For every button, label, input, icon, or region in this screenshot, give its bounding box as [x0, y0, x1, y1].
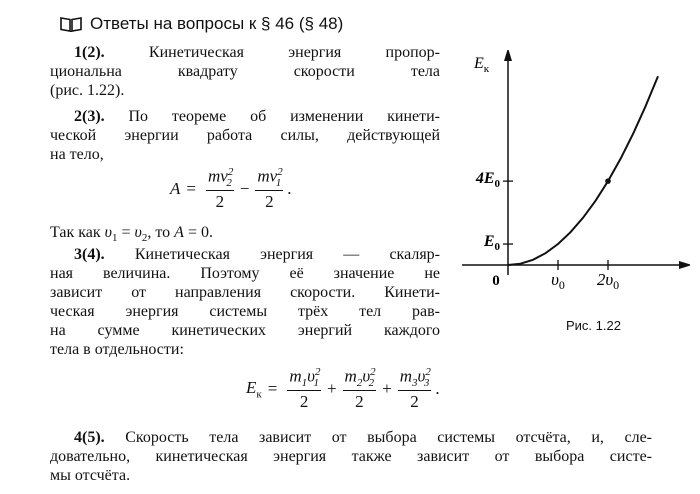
fraction-1-power: 2 — [227, 166, 234, 178]
curve-marker-point — [605, 178, 611, 184]
ef1-msub: 1 — [301, 377, 308, 390]
energy-fraction-2 — [343, 366, 377, 412]
answer-2-eq: = — [121, 224, 131, 241]
answer-4-text-1: Скорость тела зависит от выбора системы отсчёта, и, сле- — [125, 429, 652, 446]
x-tick-label-1: $2\upsilon_0$ — [596, 270, 620, 292]
energy-period: . — [435, 379, 440, 399]
energy-sum-formula — [246, 366, 440, 412]
answer-2-so: Так как — [50, 224, 101, 241]
ef2-m: m — [344, 366, 357, 386]
answer-2-v1-sub: 1 — [112, 232, 118, 245]
fraction-1-denominator: 2 — [215, 192, 225, 212]
ef1-m: m — [289, 366, 302, 386]
y-tick-label-1: $4E_0$ — [475, 170, 500, 191]
answer-2-line-1 — [50, 107, 440, 126]
energy-fraction-3 — [398, 366, 432, 412]
energy-fraction-1-denominator: 2 — [299, 392, 309, 412]
ef1-pow: 2 — [314, 366, 321, 378]
answer-2-v2: υ — [134, 224, 142, 241]
answer-4-line-3: мы отсчёта. — [50, 467, 131, 484]
formula-minus: − — [239, 179, 250, 199]
energy-fraction-3-numerator — [398, 366, 432, 391]
energy-fraction-3-denominator: 2 — [410, 392, 419, 412]
energy-equals: = — [267, 379, 278, 399]
answer-1-line-3: (рис. 1.22). — [50, 82, 125, 99]
ef3-m: m — [399, 366, 412, 386]
answer-3-line-1 — [50, 245, 440, 264]
energy-lhs-E: E — [246, 377, 257, 397]
energy-lhs — [246, 378, 262, 400]
ef2-pow: 2 — [370, 366, 376, 378]
answer-3-line-3: зависит от направления скорости. Кинети- — [50, 284, 440, 301]
fraction-2-denominator: 2 — [265, 192, 274, 212]
open-book-icon — [60, 16, 82, 32]
energy-fraction-1-numerator — [287, 366, 321, 391]
answer-4-number: 4(5). — [74, 429, 105, 446]
answer-1-line-1 — [50, 43, 440, 62]
formula-lhs: A — [170, 179, 181, 199]
energy-lhs-sub: к — [256, 388, 262, 401]
fraction-2-sub: 1 — [275, 177, 282, 190]
energy-plus-2: + — [382, 379, 392, 399]
heading-text: Ответы на вопросы к § 46 (§ 48) — [90, 14, 344, 33]
formula-period: . — [287, 179, 292, 199]
ef1-vsub: 1 — [313, 377, 319, 390]
answer-4-line-1 — [50, 428, 652, 447]
answer-2 — [50, 107, 440, 164]
y-tick-label-0: $E_0$ — [483, 233, 500, 254]
answer-2-v1: υ — [104, 224, 112, 241]
answer-2-v2-sub: 2 — [141, 232, 148, 245]
energy-curve — [508, 76, 658, 265]
ef3-vsub: 3 — [423, 377, 430, 390]
section-heading — [60, 14, 343, 34]
answer-2-A: A — [174, 224, 184, 241]
answer-3-text-1: Кинетическая энергия — скаляр- — [134, 246, 440, 263]
fraction-1 — [206, 166, 234, 212]
y-axis-arrow — [504, 50, 512, 61]
ef2-v: υ — [362, 366, 371, 386]
answer-2-zero: = 0. — [187, 224, 213, 241]
fraction-1-mv: mv — [207, 166, 228, 186]
energy-fraction-2-denominator: 2 — [355, 392, 364, 412]
ef3-v: υ — [417, 366, 426, 386]
answer-3-line-4: ческая энергия системы трёх тел рав- — [50, 303, 440, 320]
answer-3 — [50, 245, 440, 359]
y-axis-label-main: E — [474, 55, 484, 72]
fraction-2 — [255, 166, 283, 212]
ef2-msub: 2 — [356, 377, 363, 390]
ef1-v: υ — [307, 366, 315, 386]
fraction-2-numerator — [255, 166, 283, 191]
x-tick-label-0: $\upsilon_0$ — [551, 270, 565, 292]
ef2-vsub: 2 — [368, 377, 375, 390]
fraction-1-sub: 2 — [226, 177, 232, 190]
answer-2-then: , то — [147, 224, 171, 241]
energy-plus-1: + — [326, 379, 337, 399]
energy-fraction-1 — [287, 366, 321, 412]
answer-4-line-2: довательно, кинетическая энергия также зависит от выбора систе- — [50, 448, 652, 465]
answer-2-line-3: на тело, — [50, 146, 104, 163]
answer-1-line-2: циональна квадрату скорости тела — [50, 63, 440, 80]
answer-3-line-6: тела в отдельности: — [50, 341, 184, 358]
answer-3-line-5: на сумме кинетических энергий каждого — [50, 322, 440, 339]
y-axis-label — [473, 55, 490, 75]
answer-1-text-1: Кинетическая энергия пропор- — [148, 44, 441, 61]
formula-equals: = — [186, 179, 196, 199]
answer-3-line-2: ная величина. Поэтому её значение не — [50, 265, 440, 282]
answer-1-number: 1(2). — [74, 44, 105, 61]
answer-3-number: 3(4). — [74, 246, 105, 263]
ef3-pow: 2 — [425, 366, 431, 378]
answer-2-line-2: ческой энергии работа силы, действующей — [50, 127, 440, 144]
energy-fraction-2-numerator — [343, 366, 377, 391]
answer-2-text-1: По теореме об изменении кинети- — [128, 108, 441, 125]
fraction-2-power: 2 — [277, 166, 283, 178]
figure-caption: Рис. 1.22 — [566, 318, 621, 333]
answer-4 — [50, 428, 652, 485]
fraction-1-numerator — [206, 166, 234, 191]
energy-velocity-chart — [450, 50, 690, 300]
answer-2-number: 2(3). — [74, 108, 105, 125]
y-axis-label-sub: к — [483, 63, 490, 75]
ef3-msub: 3 — [412, 377, 418, 390]
x-axis-arrow — [679, 261, 690, 269]
origin-label: 0 — [492, 273, 500, 289]
fraction-2-mv: mv — [257, 166, 278, 186]
answer-1 — [50, 43, 440, 100]
work-formula — [170, 166, 291, 212]
